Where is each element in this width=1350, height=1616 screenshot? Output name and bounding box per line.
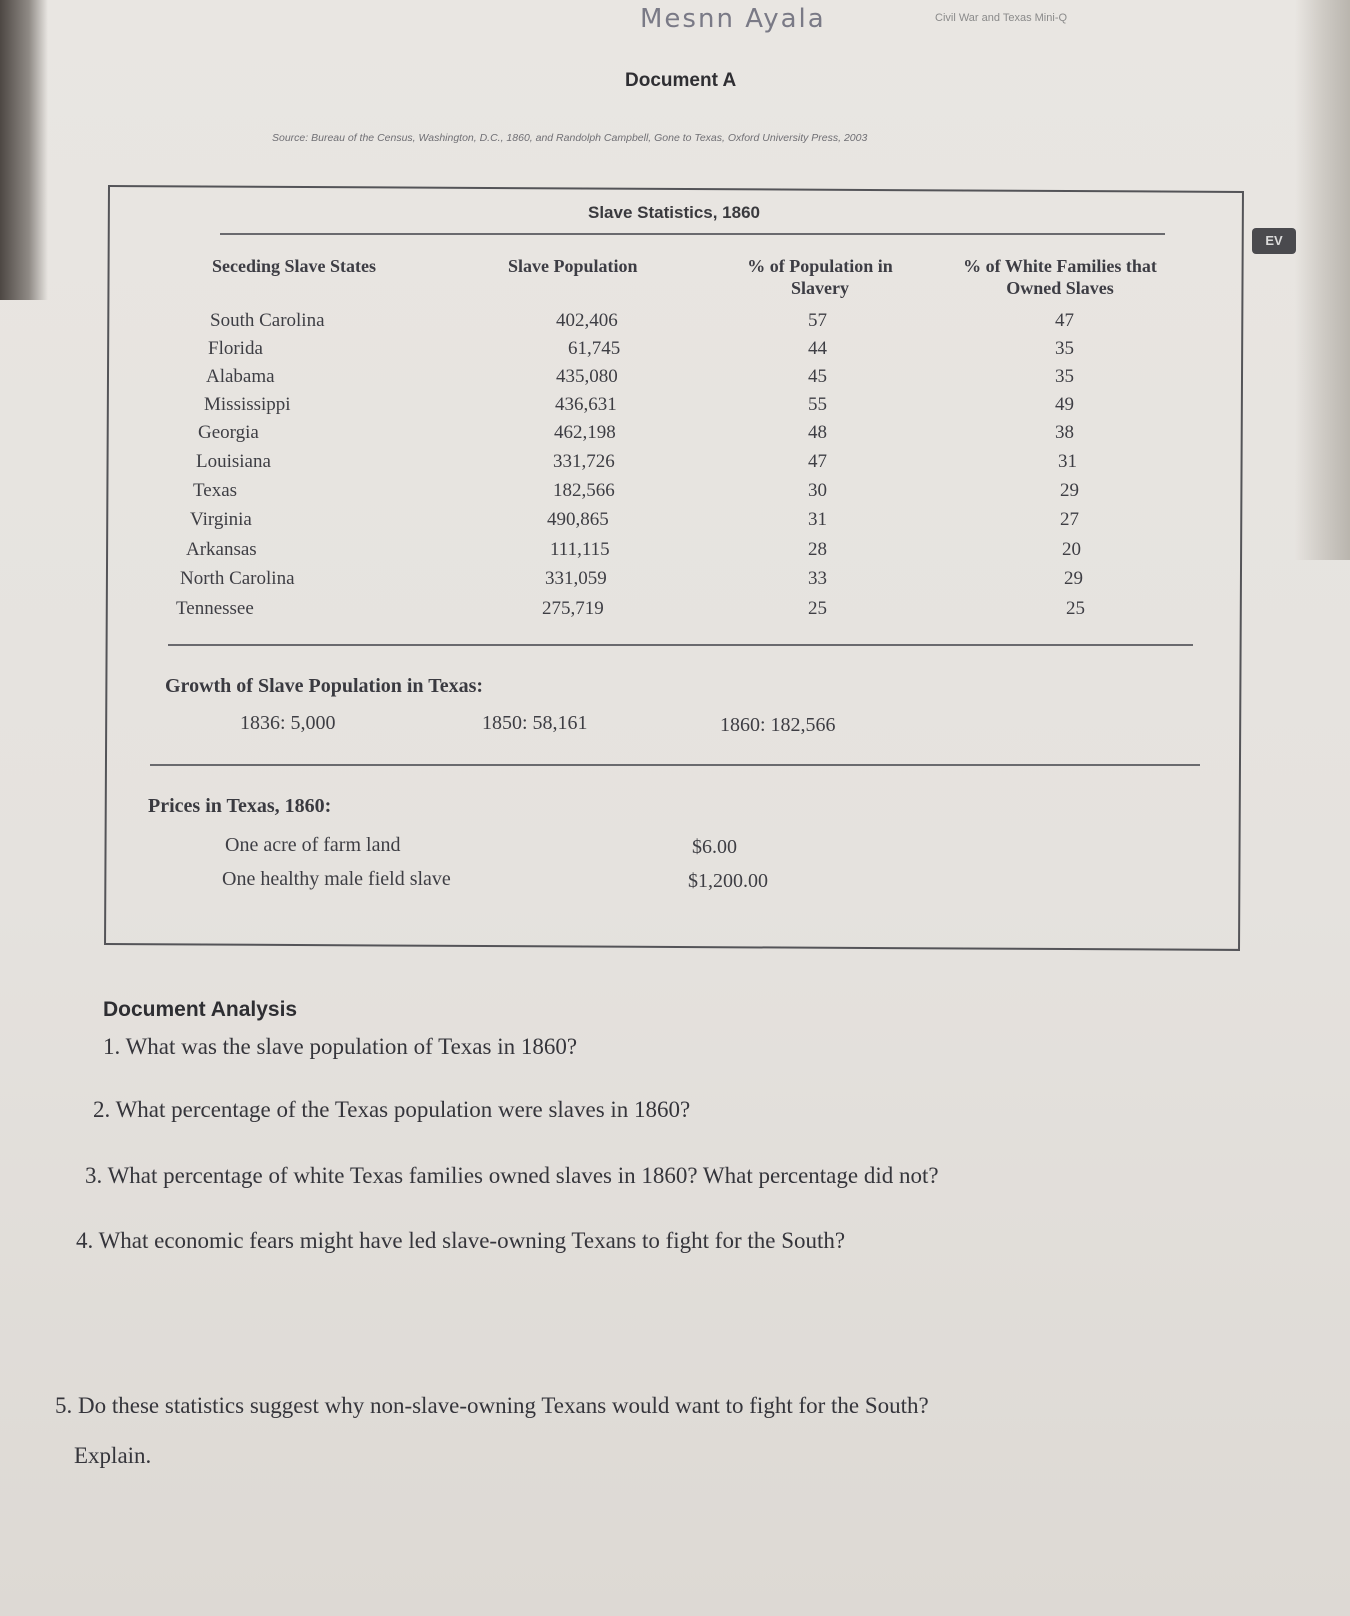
analysis-title: Document Analysis bbox=[103, 998, 298, 1021]
cell-pct-families: 25 bbox=[1066, 598, 1085, 619]
handwritten-name: Mesnn Ayala bbox=[640, 4, 826, 34]
cell-pct-families: 31 bbox=[1058, 451, 1077, 472]
price-label-slave: One healthy male field slave bbox=[222, 868, 451, 890]
cell-pct-families: 38 bbox=[1055, 422, 1074, 443]
question-3: 3. What percentage of white Texas families owned slaves in 1860? What percentage did not? bbox=[85, 1163, 939, 1188]
header-pct-families: % of White Families that Owned Slaves bbox=[963, 256, 1157, 298]
cell-state: Georgia bbox=[198, 422, 259, 443]
cell-state: Alabama bbox=[206, 366, 275, 387]
table-bottom-rule bbox=[168, 644, 1193, 646]
header-states: Seceding Slave States bbox=[212, 256, 376, 276]
cell-population: 462,198 bbox=[554, 422, 616, 443]
cell-pct-slavery: 44 bbox=[808, 338, 827, 359]
header-pct-slavery: % of Population in Slavery bbox=[747, 256, 893, 298]
photo-edge-right bbox=[1295, 0, 1350, 560]
cell-pct-slavery: 25 bbox=[808, 598, 827, 619]
cell-population: 111,115 bbox=[550, 539, 610, 560]
question-5: 5. Do these statistics suggest why non-slave-owning Texans would want to fight for the South? bbox=[55, 1393, 929, 1418]
cell-pct-slavery: 33 bbox=[808, 568, 827, 589]
cell-state: Tennessee bbox=[176, 598, 254, 619]
unit-header: Civil War and Texas Mini-Q bbox=[935, 12, 1068, 24]
cell-state: Arkansas bbox=[186, 539, 257, 560]
cell-population: 331,059 bbox=[545, 568, 607, 589]
cell-pct-families: 20 bbox=[1062, 539, 1081, 560]
price-value-land: $6.00 bbox=[692, 836, 737, 858]
cell-state: North Carolina bbox=[180, 568, 295, 589]
question-4: 4. What economic fears might have led slave-owning Texans to fight for the South? bbox=[76, 1228, 846, 1253]
cell-pct-families: 35 bbox=[1055, 366, 1074, 387]
growth-1836: 1836: 5,000 bbox=[240, 712, 336, 734]
question-5-explain: Explain. bbox=[74, 1443, 152, 1468]
cell-state: South Carolina bbox=[210, 310, 325, 331]
cell-pct-families: 27 bbox=[1060, 509, 1079, 530]
header-population: Slave Population bbox=[508, 256, 638, 276]
cell-state: Louisiana bbox=[196, 451, 271, 472]
cell-pct-slavery: 47 bbox=[808, 451, 827, 472]
cell-population: 182,566 bbox=[553, 480, 615, 501]
cell-state: Texas bbox=[193, 480, 238, 501]
growth-1850: 1850: 58,161 bbox=[482, 712, 588, 734]
price-value-slave: $1,200.00 bbox=[688, 870, 768, 892]
prices-title: Prices in Texas, 1860: bbox=[148, 795, 332, 817]
cell-pct-slavery: 30 bbox=[808, 480, 827, 501]
cell-population: 331,726 bbox=[553, 451, 615, 472]
cell-pct-families: 29 bbox=[1060, 480, 1079, 501]
growth-1860: 1860: 182,566 bbox=[720, 714, 836, 736]
cell-population: 275,719 bbox=[542, 598, 604, 619]
question-1: 1. What was the slave population of Texas in 1860? bbox=[103, 1034, 578, 1059]
photo-edge-left bbox=[0, 0, 48, 300]
cell-pct-families: 47 bbox=[1055, 310, 1074, 331]
cell-pct-families: 29 bbox=[1064, 568, 1083, 589]
growth-rule bbox=[150, 764, 1200, 766]
cell-pct-slavery: 55 bbox=[808, 394, 827, 415]
cell-pct-families: 49 bbox=[1055, 394, 1074, 415]
question-2: 2. What percentage of the Texas population were slaves in 1860? bbox=[93, 1097, 691, 1122]
growth-title: Growth of Slave Population in Texas: bbox=[165, 675, 484, 697]
price-label-land: One acre of farm land bbox=[225, 834, 401, 856]
source-citation: Source: Bureau of the Census, Washington, D.C., 1860, and Randolph Campbell, Gone to Texas, Oxford University Press, 2003 bbox=[272, 132, 868, 144]
cell-state: Virginia bbox=[190, 509, 252, 530]
cell-pct-slavery: 45 bbox=[808, 366, 827, 387]
cell-pct-families: 35 bbox=[1055, 338, 1074, 359]
cell-pct-slavery: 31 bbox=[808, 509, 827, 530]
cell-state: Mississippi bbox=[204, 394, 291, 415]
cell-population: 435,080 bbox=[556, 366, 618, 387]
cell-pct-slavery: 28 bbox=[808, 539, 827, 560]
cell-population: 490,865 bbox=[547, 509, 609, 530]
cell-population: 402,406 bbox=[556, 310, 618, 331]
document-title: Document A bbox=[625, 70, 737, 91]
title-rule bbox=[220, 233, 1165, 235]
cell-pct-slavery: 57 bbox=[808, 310, 827, 331]
ev-badge: EV bbox=[1252, 228, 1296, 254]
cell-state: Florida bbox=[208, 338, 263, 359]
cell-pct-slavery: 48 bbox=[808, 422, 827, 443]
cell-population: 61,745 bbox=[568, 338, 621, 359]
table-title: Slave Statistics, 1860 bbox=[588, 203, 761, 222]
cell-population: 436,631 bbox=[555, 394, 617, 415]
